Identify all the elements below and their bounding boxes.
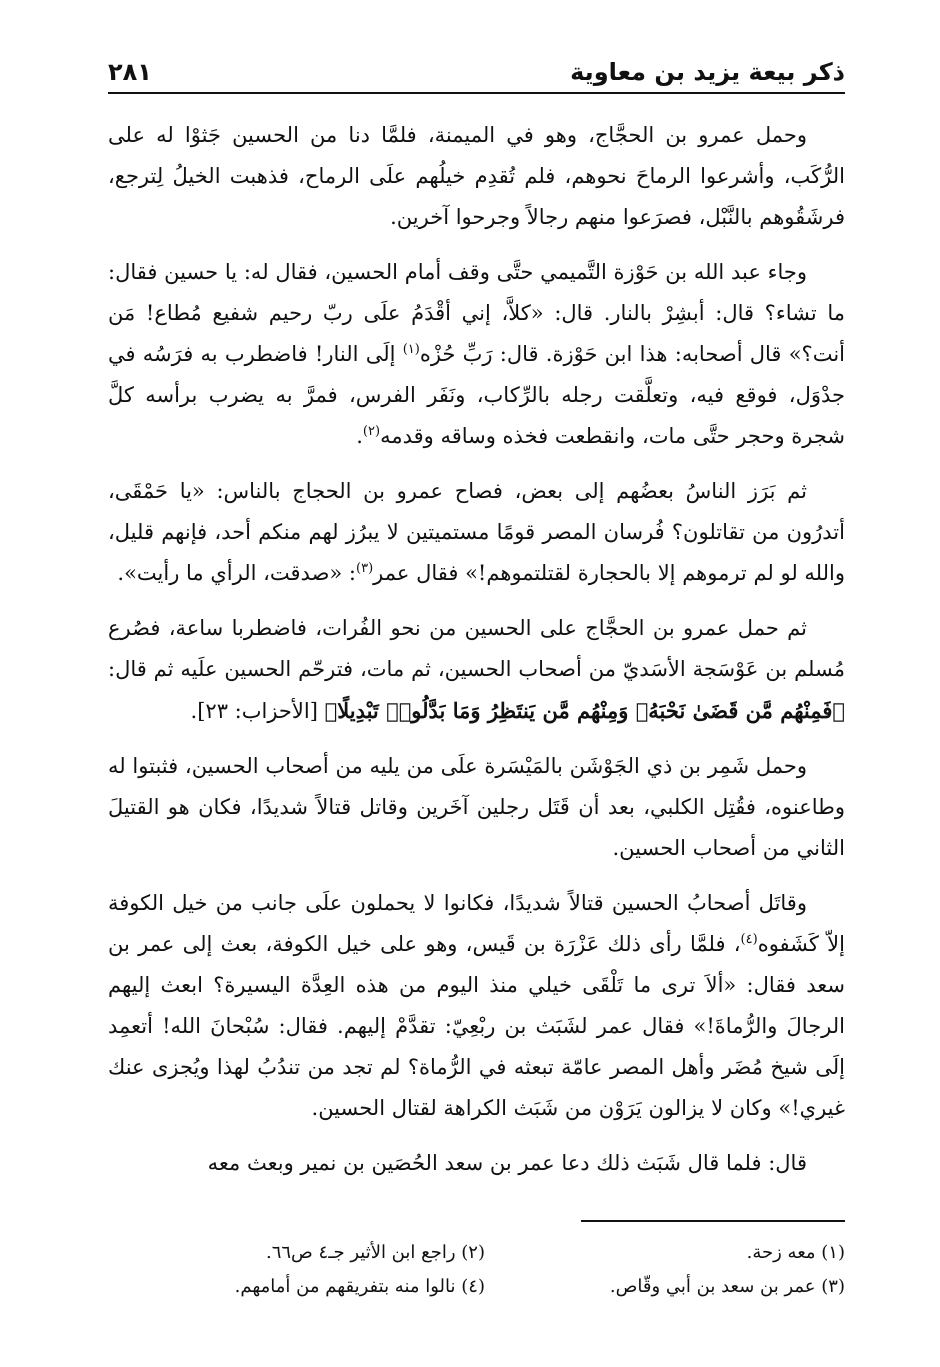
footnote-divider [581, 1220, 845, 1222]
footnote-number: (٤) [461, 1276, 485, 1297]
paragraph-text: وحمل شَمِر بن ذي الجَوْشَن بالمَيْسَرة علَى من يليه من أصحاب الحسين، فثبتوا له وطاعنوه، فقُتِل الكلبي، بعد أن قَتَل رجلين آخَرين وقاتل قتالاً شديدًا، فكان هو القتيلَ الثاني من أصحاب الحسين. [108, 754, 845, 860]
footnote-row [108, 1236, 845, 1270]
paragraph-2 [108, 252, 845, 457]
paragraph-7 [108, 1143, 845, 1184]
paragraph-text: وحمل عمرو بن الحجَّاج، وهو في الميمنة، فلمَّا دنا من الحسين جَثوْا له على الرُّكَب، وأشرعوا الرماحَ نحوهم، فلم تُقدِم خيلُهم علَى الرماح، فذهبت الخيلُ لِترجع، فرشَقُوهم بالنَّبْل، فصرَعوا منهم رجالاً وجرحوا آخرين. [108, 123, 845, 229]
paragraph-text: ثم حمل عمرو بن الحجَّاج على الحسين من نحو الفُرات، فاضطربا ساعة، فصُرع مُسلم بن عَوْسَجة الأسَديّ من أصحاب الحسين، ثم مات، فترحّم الحسين علَيه ثم قال: [108, 616, 845, 681]
footnote-2 [185, 1236, 485, 1270]
paragraph-text: قال: فلما قال شَبَث ذلك دعا عمر بن سعد الحُصَين بن نمير وبعث معه [207, 1151, 807, 1175]
paragraph-text: . [356, 424, 363, 448]
footnote-text: عمر بن سعد بن أبي وقّاص. [609, 1276, 816, 1297]
page-number: ٢٨١ [108, 58, 152, 86]
footnote-marker: (٢) [362, 424, 381, 439]
paragraph-3 [108, 471, 845, 594]
running-title: ذكر بيعة يزيد بن معاوية [570, 58, 845, 86]
footnote-marker: (١) [402, 342, 420, 357]
footnote-text: معه زحة. [746, 1242, 816, 1263]
footnote-number: (٢) [461, 1242, 485, 1263]
footnote-text: نالوا منه بتفريقهم من أمامهم. [234, 1276, 456, 1297]
paragraph-text: وقاتَل أصحابُ الحسين قتالاً شديدًا، فكانوا لا يحملون علَى جانب من خيل الكوفة إلاّ كَشَفوه [108, 891, 845, 956]
footnote-4 [185, 1270, 485, 1304]
page-header [108, 52, 845, 94]
footnote-number: (٣) [821, 1276, 845, 1297]
paragraph-6 [108, 883, 845, 1129]
body-text [108, 115, 845, 1194]
footnote-marker: (٤) [740, 932, 758, 947]
footnote-number: (١) [821, 1242, 845, 1263]
paragraph-text: ثم بَرَز الناسُ بعضُهم إلى بعض، فصاح عمرو بن الحجاج بالناس: «يا حَمْقَى، أتدرُون من تقاتلون؟ فُرسان المصر قومًا مستميتين لا يبرُز لهم منكم أحد، فإنهم قليل، والله لو لم ترموهم إلا بالحجارة لقتلتموهم!» فقال عمر [108, 479, 845, 585]
paragraph-1 [108, 115, 845, 238]
footnote-3 [545, 1270, 845, 1304]
footnote-1 [545, 1236, 845, 1270]
paragraph-4 [108, 608, 845, 732]
footnote-row [108, 1270, 845, 1304]
paragraph-5 [108, 746, 845, 869]
footnote-text: راجع ابن الأثير جـ٤ ص٦٦. [265, 1242, 456, 1263]
paragraph-text: [الأحزاب: ٢٣]. [190, 699, 325, 723]
paragraph-text: ، فلمَّا رأى ذلك عَزْرَة بن قَيس، وهو على خيل الكوفة، بعث إلى عمر بن سعد فقال: «ألاَ ترى ما تَلْقَى خيلي منذ اليوم من هذه العِدَّة اليسيرة؟ ابعث إليهم الرجالَ والرُّماةَ!» فقال عمر لشَبَث بن ربْعِيّ: تقدَّمْ إليهم. فقال: سُبْحانَ الله! أتعمِد إلَى شيخ مُضَر وأهل المصر عامّة تبعثه في الرُّماة؟ لم تجد من تندُبُ لهذا ويُجزى عنك غيري!» وكان لا يزالون يَرَوْن من شَبَث الكراهة لقتال الحسين. [108, 932, 845, 1120]
quran-verse: ﴿فَمِنْهُم مَّن قَضَىٰ نَحْبَهُۥ وَمِنْهُم مَّن يَنتَظِرُ وَمَا بَدَّلُوا۟ تَبْدِيلًا﴾ [324, 698, 845, 723]
footnotes [108, 1236, 845, 1304]
paragraph-text: : «صدقت، الرأي ما رأيت». [117, 561, 357, 585]
paragraph-text: إلَى النار! فاضطرب به فرَسُه في جدْوَل، فوقع فيه، وتعلَّقت رجله بالرِّكاب، ونَفَر الفرس، فمرَّ به يضرب برأسه كلَّ شجرة وحجر حتَّى مات، وانقطعت فخذه وساقه وقدمه [108, 342, 845, 448]
footnote-marker: (٣) [356, 561, 374, 576]
paragraph-text: وجاء عبد الله بن حَوْزة التَّميمي حتَّى وقف أمام الحسين، فقال له: يا حسين فقال: ما تشاء؟ قال: أبشِرْ بالنار. قال: «كلاَّ، إني أقْدَمُ علَى ربّ رحيم شفيع مُطاع! مَن أنت؟» قال أصحابه: هذا ابن حَوْزة. قال: رَبِّ حُزْه [108, 260, 845, 366]
